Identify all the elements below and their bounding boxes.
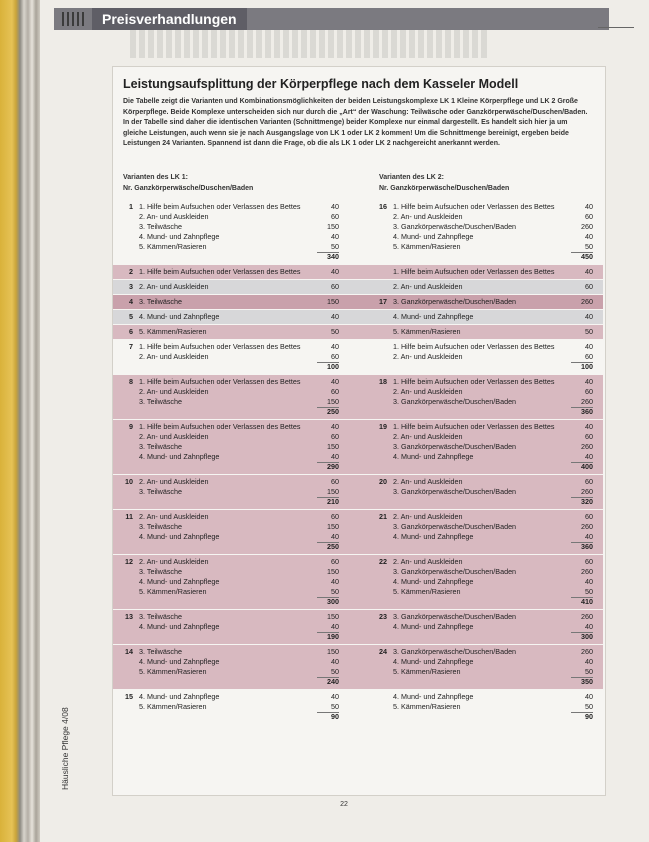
variant-points: 40: [331, 232, 339, 241]
variant-points: 40: [585, 692, 593, 701]
variant-item: 5. Kämmen/Rasieren: [139, 242, 207, 251]
variant-item: 3. Ganzkörperwäsche/Duschen/Baden: [393, 647, 517, 656]
variant-points: 260: [581, 397, 593, 406]
variant-points: 60: [585, 282, 593, 291]
variant-points: 40: [585, 202, 593, 211]
variant-points: 40: [331, 422, 339, 431]
variant-item: 3. Ganzkörperwäsche/Duschen/Baden: [393, 297, 517, 306]
variant-points: 150: [327, 397, 339, 406]
variant-item: 1. Hilfe beim Aufsuchen oder Verlassen des Bettes: [139, 202, 301, 211]
variant-item: 4. Mund- und Zahnpflege: [393, 622, 474, 631]
variant-item: 1. Hilfe beim Aufsuchen oder Verlassen des Bettes: [393, 202, 555, 211]
left-column-subtitle: Nr. Ganzkörperwäsche/Duschen/Baden: [123, 185, 254, 192]
show-through-text: [130, 30, 490, 58]
variant-number: 4: [129, 297, 133, 306]
variant-item: 1. Hilfe beim Aufsuchen oder Verlassen des Bettes: [139, 422, 301, 431]
variant-item: 2. An- und Auskleiden: [139, 212, 209, 221]
variant-points: 40: [331, 342, 339, 351]
variant-points: 40: [331, 267, 339, 276]
variant-points: 40: [585, 267, 593, 276]
variant-item: 5. Kämmen/Rasieren: [393, 702, 461, 711]
variant-item: 2. An- und Auskleiden: [393, 387, 463, 396]
variant-item: 5. Kämmen/Rasieren: [139, 587, 207, 596]
variant-total: 290: [327, 462, 339, 471]
variant-points: 60: [331, 512, 339, 521]
variant-item: 2. An- und Auskleiden: [139, 282, 209, 291]
variant-points: 60: [331, 387, 339, 396]
variant-points: 50: [331, 327, 339, 336]
variant-item: 5. Kämmen/Rasieren: [139, 702, 207, 711]
variant-number: 18: [379, 377, 387, 386]
variant-number: 2: [129, 267, 133, 276]
variant-points: 60: [585, 212, 593, 221]
variant-item: 3. Teilwäsche: [139, 522, 183, 531]
variant-item: 4. Mund- und Zahnpflege: [393, 232, 474, 241]
variant-number: 5: [129, 312, 133, 321]
variant-points: 60: [331, 557, 339, 566]
variant-number: 22: [379, 557, 387, 566]
variant-item: 2. An- und Auskleiden: [139, 387, 209, 396]
variant-points: 50: [585, 242, 593, 251]
variant-total: 450: [581, 252, 593, 261]
variant-total: 360: [581, 542, 593, 551]
variant-item: 4. Mund- und Zahnpflege: [139, 692, 220, 701]
right-column-title: Varianten des LK 2:: [379, 174, 444, 181]
article-intro: Die Tabelle zeigt die Varianten und Kombinationsmöglichkeiten der beiden Leistungskomplexe LK 1 Kleine Körperpflege und LK 2 Große Körperpflege. Beide Komplexe unterscheiden sich nur durch die „Art“ der Waschung: Teilwäsche oder Ganzkörperwäsche/Duschen/Baden. In der Tabelle sind daher die identischen Varianten (Schnittmenge) beider Komplexe nur einmal dargestellt. Es handelt sich hier ja um gleiche Leistungen, auch wenn sie je nach Ausgangslage von LK 1 oder LK 2 kommen! Um die Schnittmenge bereinigt, ergeben beide Leistungen 24 Varianten. Spannend ist dann die Frage, ob die als LK 1 oder LK 2 nachgereicht anerkannt werden.: [123, 98, 588, 147]
variant-points: 150: [327, 522, 339, 531]
variant-item: 1. Hilfe beim Aufsuchen oder Verlassen des Bettes: [393, 422, 555, 431]
variant-number: 3: [129, 282, 133, 291]
variant-item: 4. Mund- und Zahnpflege: [139, 622, 220, 631]
variant-item: 5. Kämmen/Rasieren: [139, 327, 207, 336]
variant-points: 60: [585, 432, 593, 441]
variant-total: 100: [581, 362, 593, 371]
variant-total: 410: [581, 597, 593, 606]
variant-points: 60: [331, 212, 339, 221]
variant-item: 1. Hilfe beim Aufsuchen oder Verlassen des Bettes: [393, 267, 555, 276]
variant-number: 14: [125, 647, 133, 656]
journal-name: Häusliche Pflege 4/08: [60, 707, 70, 790]
variant-points: 60: [585, 387, 593, 396]
section-title: Preisverhandlungen: [92, 8, 247, 30]
variant-item: 3. Ganzkörperwäsche/Duschen/Baden: [393, 522, 517, 531]
variant-total: 350: [581, 677, 593, 686]
variant-points: 60: [331, 477, 339, 486]
variant-total: 320: [581, 497, 593, 506]
variant-total: 90: [585, 712, 593, 721]
variant-total: 250: [327, 542, 339, 551]
variant-item: 3. Teilwäsche: [139, 612, 183, 621]
variant-item: 5. Kämmen/Rasieren: [393, 327, 461, 336]
variant-item: 3. Ganzkörperwäsche/Duschen/Baden: [393, 567, 517, 576]
variant-item: 5. Kämmen/Rasieren: [393, 587, 461, 596]
variant-item: 3. Teilwäsche: [139, 487, 183, 496]
variant-item: 4. Mund- und Zahnpflege: [393, 657, 474, 666]
variant-item: 3. Teilwäsche: [139, 397, 183, 406]
variant-number: 1: [129, 202, 133, 211]
article-title: Leistungsaufsplittung der Körperpflege nach dem Kasseler Modell: [123, 77, 519, 91]
variant-item: 3. Teilwäsche: [139, 222, 183, 231]
variant-total: 300: [327, 597, 339, 606]
variant-points: 60: [585, 512, 593, 521]
variant-points: 150: [327, 297, 339, 306]
variant-item: 2. An- und Auskleiden: [393, 477, 463, 486]
variant-points: 40: [585, 312, 593, 321]
variant-item: 4. Mund- und Zahnpflege: [393, 577, 474, 586]
variant-points: 260: [581, 647, 593, 656]
variant-item: 3. Ganzkörperwäsche/Duschen/Baden: [393, 612, 517, 621]
variant-item: 4. Mund- und Zahnpflege: [139, 312, 220, 321]
variant-points: 60: [331, 432, 339, 441]
variant-points: 40: [331, 622, 339, 631]
variant-points: 40: [331, 692, 339, 701]
variant-points: 40: [585, 577, 593, 586]
variant-item: 5. Kämmen/Rasieren: [139, 667, 207, 676]
variant-item: 3. Ganzkörperwäsche/Duschen/Baden: [393, 442, 517, 451]
variant-total: 190: [327, 632, 339, 641]
variant-points: 40: [585, 342, 593, 351]
variant-points: 40: [331, 452, 339, 461]
variant-points: 50: [585, 587, 593, 596]
variant-points: 40: [331, 312, 339, 321]
variant-item: 2. An- und Auskleiden: [393, 212, 463, 221]
variant-number: 8: [129, 377, 133, 386]
variant-points: 50: [331, 702, 339, 711]
variant-total: 340: [327, 252, 339, 261]
variant-item: 5. Kämmen/Rasieren: [393, 242, 461, 251]
variant-item: 4. Mund- und Zahnpflege: [139, 452, 220, 461]
variant-total: 100: [327, 362, 339, 371]
variant-points: 40: [331, 377, 339, 386]
variant-points: 50: [585, 702, 593, 711]
variant-item: 4. Mund- und Zahnpflege: [393, 692, 474, 701]
variant-item: 3. Teilwäsche: [139, 442, 183, 451]
variant-item: 2. An- und Auskleiden: [393, 557, 463, 566]
variant-number: 7: [129, 342, 133, 351]
variant-total: 250: [327, 407, 339, 416]
variant-points: 150: [327, 487, 339, 496]
variant-points: 260: [581, 297, 593, 306]
variant-item: 2. An- und Auskleiden: [393, 282, 463, 291]
variant-item: 1. Hilfe beim Aufsuchen oder Verlassen des Bettes: [139, 267, 301, 276]
variant-number: 10: [125, 477, 133, 486]
variant-total: 90: [331, 712, 339, 721]
variant-item: 2. An- und Auskleiden: [139, 477, 209, 486]
variant-number: 6: [129, 327, 133, 336]
variant-item: 2. An- und Auskleiden: [393, 432, 463, 441]
variant-number: 19: [379, 422, 387, 431]
variant-item: 3. Teilwäsche: [139, 297, 183, 306]
variant-points: 260: [581, 612, 593, 621]
variant-points: 40: [331, 202, 339, 211]
variant-item: 2. An- und Auskleiden: [139, 352, 209, 361]
variant-item: 4. Mund- und Zahnpflege: [393, 532, 474, 541]
variant-item: 3. Ganzkörperwäsche/Duschen/Baden: [393, 222, 517, 231]
variant-item: 1. Hilfe beim Aufsuchen oder Verlassen des Bettes: [139, 377, 301, 386]
variant-number: 20: [379, 477, 387, 486]
variant-points: 50: [331, 667, 339, 676]
variant-points: 40: [585, 232, 593, 241]
variant-points: 50: [585, 667, 593, 676]
variant-item: 4. Mund- und Zahnpflege: [393, 312, 474, 321]
header-rule: [598, 27, 634, 28]
variant-points: 40: [585, 452, 593, 461]
variant-item: 3. Teilwäsche: [139, 647, 183, 656]
variant-item: 4. Mund- und Zahnpflege: [139, 232, 220, 241]
variant-item: 3. Ganzkörperwäsche/Duschen/Baden: [393, 487, 517, 496]
variant-points: 40: [585, 657, 593, 666]
variant-points: 60: [585, 557, 593, 566]
variant-points: 40: [585, 377, 593, 386]
variant-item: 2. An- und Auskleiden: [393, 352, 463, 361]
right-column-subtitle: Nr. Ganzkörperwäsche/Duschen/Baden: [379, 185, 510, 192]
variant-points: 50: [331, 587, 339, 596]
variant-total: 210: [327, 497, 339, 506]
variant-points: 60: [585, 477, 593, 486]
variant-points: 60: [331, 352, 339, 361]
variant-item: 1. Hilfe beim Aufsuchen oder Verlassen des Bettes: [139, 342, 301, 351]
variant-number: 16: [379, 202, 387, 211]
variant-item: 2. An- und Auskleiden: [139, 512, 209, 521]
variant-item: 1. Hilfe beim Aufsuchen oder Verlassen des Bettes: [393, 342, 555, 351]
variant-item: 4. Mund- und Zahnpflege: [139, 577, 220, 586]
variant-total: 300: [581, 632, 593, 641]
variant-points: 260: [581, 222, 593, 231]
variant-points: 260: [581, 442, 593, 451]
variant-number: 11: [125, 512, 133, 521]
variant-points: 260: [581, 567, 593, 576]
variant-points: 150: [327, 567, 339, 576]
variant-item: 4. Mund- und Zahnpflege: [393, 452, 474, 461]
variant-item: 3. Teilwäsche: [139, 567, 183, 576]
variant-number: 9: [129, 422, 133, 431]
variant-item: 4. Mund- und Zahnpflege: [139, 532, 220, 541]
book-binding: [0, 0, 40, 842]
variant-points: 40: [585, 622, 593, 631]
variant-number: 15: [125, 692, 133, 701]
variant-points: 40: [331, 657, 339, 666]
variant-item: 4. Mund- und Zahnpflege: [139, 657, 220, 666]
article-box: [112, 66, 606, 796]
variant-points: 40: [585, 532, 593, 541]
variant-points: 50: [585, 327, 593, 336]
variant-points: 150: [327, 442, 339, 451]
left-column-title: Varianten des LK 1:: [123, 174, 188, 181]
variant-item: 3. Ganzkörperwäsche/Duschen/Baden: [393, 397, 517, 406]
variant-item: 5. Kämmen/Rasieren: [393, 667, 461, 676]
variant-points: 60: [585, 352, 593, 361]
variant-number: 12: [125, 557, 133, 566]
variant-group-bg: [113, 295, 603, 309]
variant-number: 21: [379, 512, 387, 521]
variant-item: 2. An- und Auskleiden: [139, 557, 209, 566]
variant-number: 13: [125, 612, 133, 621]
variant-points: 40: [331, 532, 339, 541]
variant-points: 40: [331, 577, 339, 586]
variant-total: 400: [581, 462, 593, 471]
variant-points: 150: [327, 222, 339, 231]
variant-number: 24: [379, 647, 387, 656]
variant-number: 17: [379, 297, 387, 306]
variant-number: 23: [379, 612, 387, 621]
variant-item: 2. An- und Auskleiden: [139, 432, 209, 441]
variant-points: 260: [581, 487, 593, 496]
page-number: 22: [340, 801, 348, 808]
variant-item: 1. Hilfe beim Aufsuchen oder Verlassen des Bettes: [393, 377, 555, 386]
variant-total: 240: [327, 677, 339, 686]
variant-points: 150: [327, 647, 339, 656]
variant-points: 40: [585, 422, 593, 431]
variant-total: 360: [581, 407, 593, 416]
variant-item: 2. An- und Auskleiden: [393, 512, 463, 521]
variant-points: 60: [331, 282, 339, 291]
variant-points: 260: [581, 522, 593, 531]
header-tick-marks: [62, 12, 84, 26]
variant-points: 150: [327, 612, 339, 621]
variant-points: 50: [331, 242, 339, 251]
